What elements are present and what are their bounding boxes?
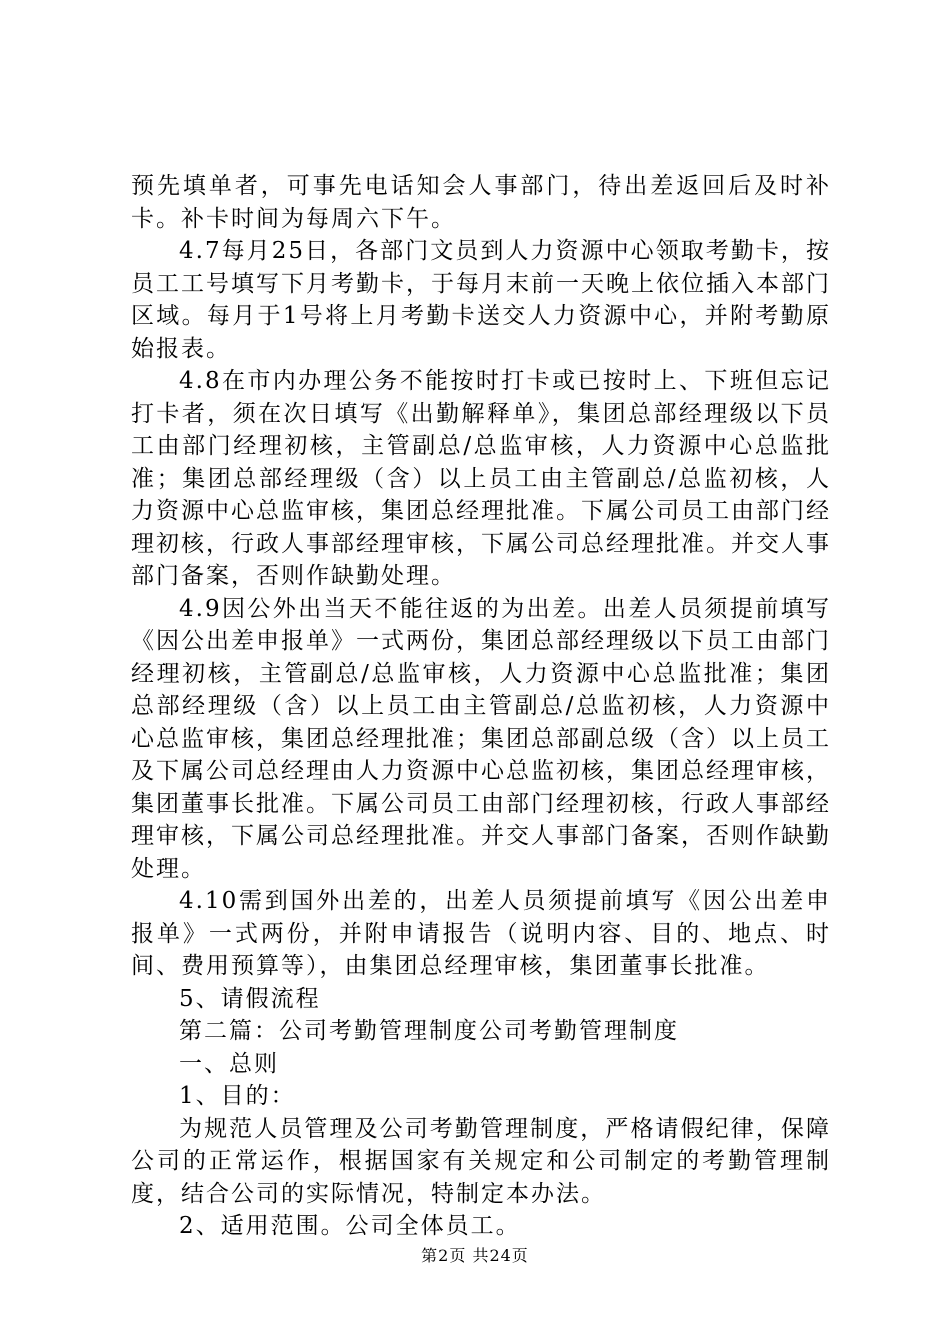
document-body	[131, 170, 831, 1243]
section-heading-leave-process: 5、请假流程	[179, 985, 321, 1012]
paragraph-1: 预先填单者，可事先电话知会人事部门，待出差返回后及时补卡。补卡时间为每周六下午。	[131, 173, 831, 232]
chapter-heading: 第二篇：公司考勤管理制度公司考勤管理制度	[179, 1018, 679, 1044]
paragraph-5: 4.10需到国外出差的，出差人员须提前填写《因公出差申报单》一式两份，并附申请报告（说明内容、目的、地点、时间、费用预算等），由集团总经理审核，集团董事长批准。	[131, 888, 831, 979]
paragraph-2: 4.7每月25日，各部门文员到人力资源中心领取考勤卡，按员工工号填写下月考勤卡，于每月末前一天晚上依位插入本部门区域。每月于1号将上月考勤卡送交人力资源中心，并附考勤原始报表。	[131, 238, 831, 362]
paragraph-purpose: 为规范人员管理及公司考勤管理制度，严格请假纪律，保障公司的正常运作，根据国家有关规定和公司制定的考勤管理制度，结合公司的实际情况，特制定本办法。	[131, 1115, 831, 1207]
paragraph-3: 4.8在市内办理公务不能按时打卡或已按时上、下班但忘记打卡者，须在次日填写《出勤解释单》，集团总部经理级以下员工由部门经理初核，主管副总/总监审核，人力资源中心总监批准；集团总部经理级（含）以上员工由主管副总/总监初核，人力资源中心总监审核，集团总经理批准。下属公司员工由部门经理初核，行政人事部经理审核，下属公司总经理批准。并交人事部门备案，否则作缺勤处理。	[131, 368, 831, 589]
paragraph-4: 4.9因公外出当天不能往返的为出差。出差人员须提前填写《因公出差申报单》一式两份，集团总部经理级以下员工由部门经理初核，主管副总/总监审核，人力资源中心总监批准；集团总部经理级（含）以上员工由主管副总/总监初核，人力资源中心总监审核，集团总经理批准；集团总部副总级（含）以上员工及下属公司总经理由人力资源中心总监初核，集团总经理审核，集团董事长批准。下属公司员工由部门经理初核，行政人事部经理审核，下属公司总经理批准。并交人事部门备案，否则作缺勤处理。	[131, 595, 831, 882]
paragraph-scope: 2、适用范围。公司全体员工。	[179, 1213, 521, 1239]
page-number-footer: 第2页 共24页	[421, 1246, 529, 1265]
section-heading-general: 一、总则	[179, 1050, 279, 1077]
subheading-purpose: 1、目的：	[179, 1083, 296, 1109]
